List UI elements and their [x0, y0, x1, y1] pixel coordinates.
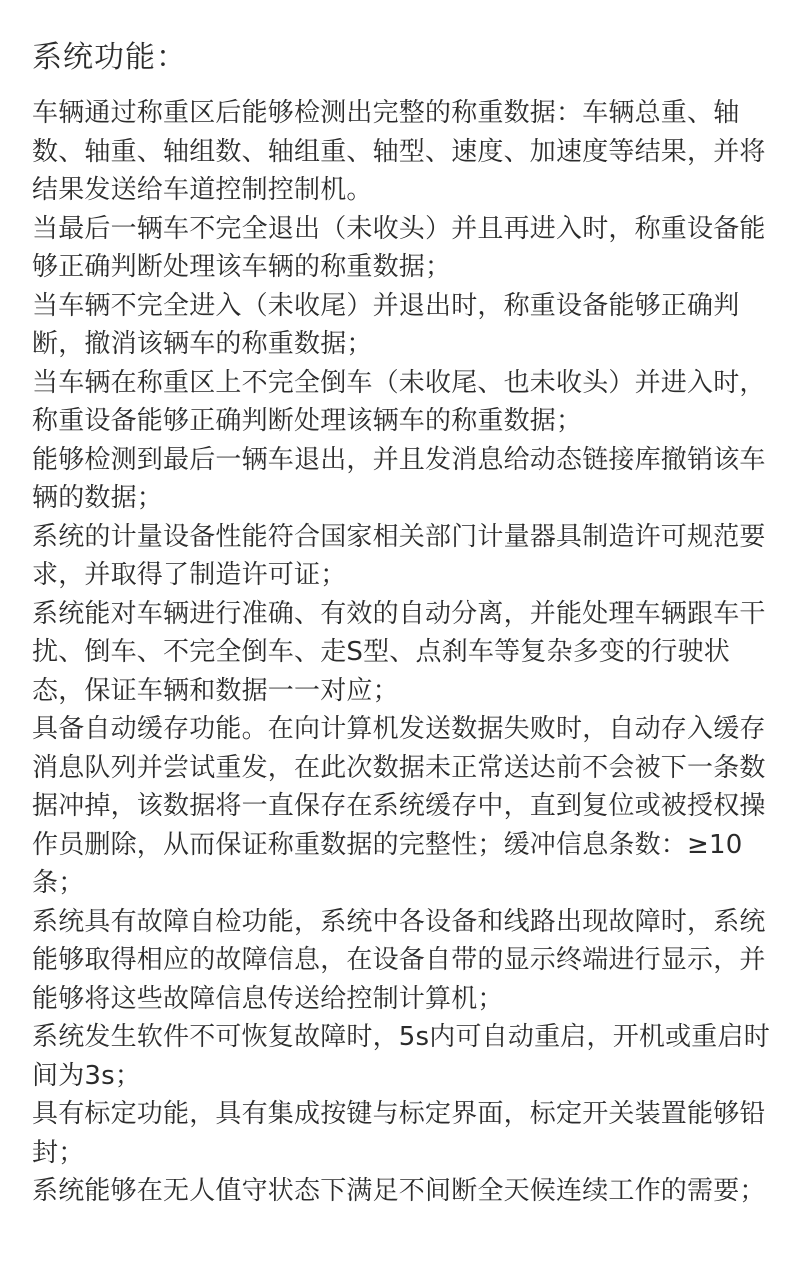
paragraph-unattended-operation: 系统能够在无人值守状态下满足不间断全天候连续工作的需要； — [32, 1176, 766, 1206]
paragraph-vehicle-separation: 系统能对车辆进行准确、有效的自动分离，并能处理车辆跟车干扰、倒车、不完全倒车、走S型、点刹车等复杂多变的行驶状态，保证车辆和数据一一对应； — [32, 598, 766, 706]
paragraph-calibration: 具有标定功能，具有集成按键与标定界面，标定开关装置能够铅封； — [32, 1099, 766, 1168]
paragraph-last-vehicle-exit: 能够检测到最后一辆车退出，并且发消息给动态链接库撤销该车辆的数据； — [32, 444, 766, 513]
paragraph-auto-cache: 具备自动缓存功能。在向计算机发送数据失败时，自动存入缓存消息队列并尝试重发，在此次数据未正常送达前不会被下一条数据冲掉，该数据将一直保存在系统缓存中，直到复位或被授权操作员删除，从而保证称重数据的完整性；缓冲信息条数：≥10条； — [32, 714, 766, 898]
paragraph-metering-compliance: 系统的计量设备性能符合国家相关部门计量器具制造许可规范要求，并取得了制造许可证； — [32, 521, 766, 590]
paragraph-incomplete-entry: 当车辆不完全进入（未收尾）并退出时，称重设备能够正确判断，撤消该辆车的称重数据； — [32, 290, 740, 359]
paragraph-weighing-data: 车辆通过称重区后能够检测出完整的称重数据：车辆总重、轴数、轴重、轴组数、轴组重、轴型、速度、加速度等结果，并将结果发送给车道控制控制机。 — [32, 98, 766, 205]
section-heading: 系统功能： — [32, 40, 187, 75]
paragraph-partial-reverse: 当车辆在称重区上不完全倒车（未收尾、也未收头）并进入时，称重设备能够正确判断处理该辆车的称重数据； — [32, 367, 766, 436]
paragraph-last-vehicle-reentry: 当最后一辆车不完全退出（未收头）并且再进入时，称重设备能够正确判断处理该车辆的称重数据； — [32, 213, 766, 282]
paragraph-fault-self-check: 系统具有故障自检功能，系统中各设备和线路出现故障时，系统能够取得相应的故障信息，在设备自带的显示终端进行显示，并能够将这些故障信息传送给控制计算机； — [32, 906, 766, 1014]
paragraph-auto-restart: 系统发生软件不可恢复故障时，5s内可自动重启，开机或重启时间为3s； — [32, 1022, 770, 1091]
